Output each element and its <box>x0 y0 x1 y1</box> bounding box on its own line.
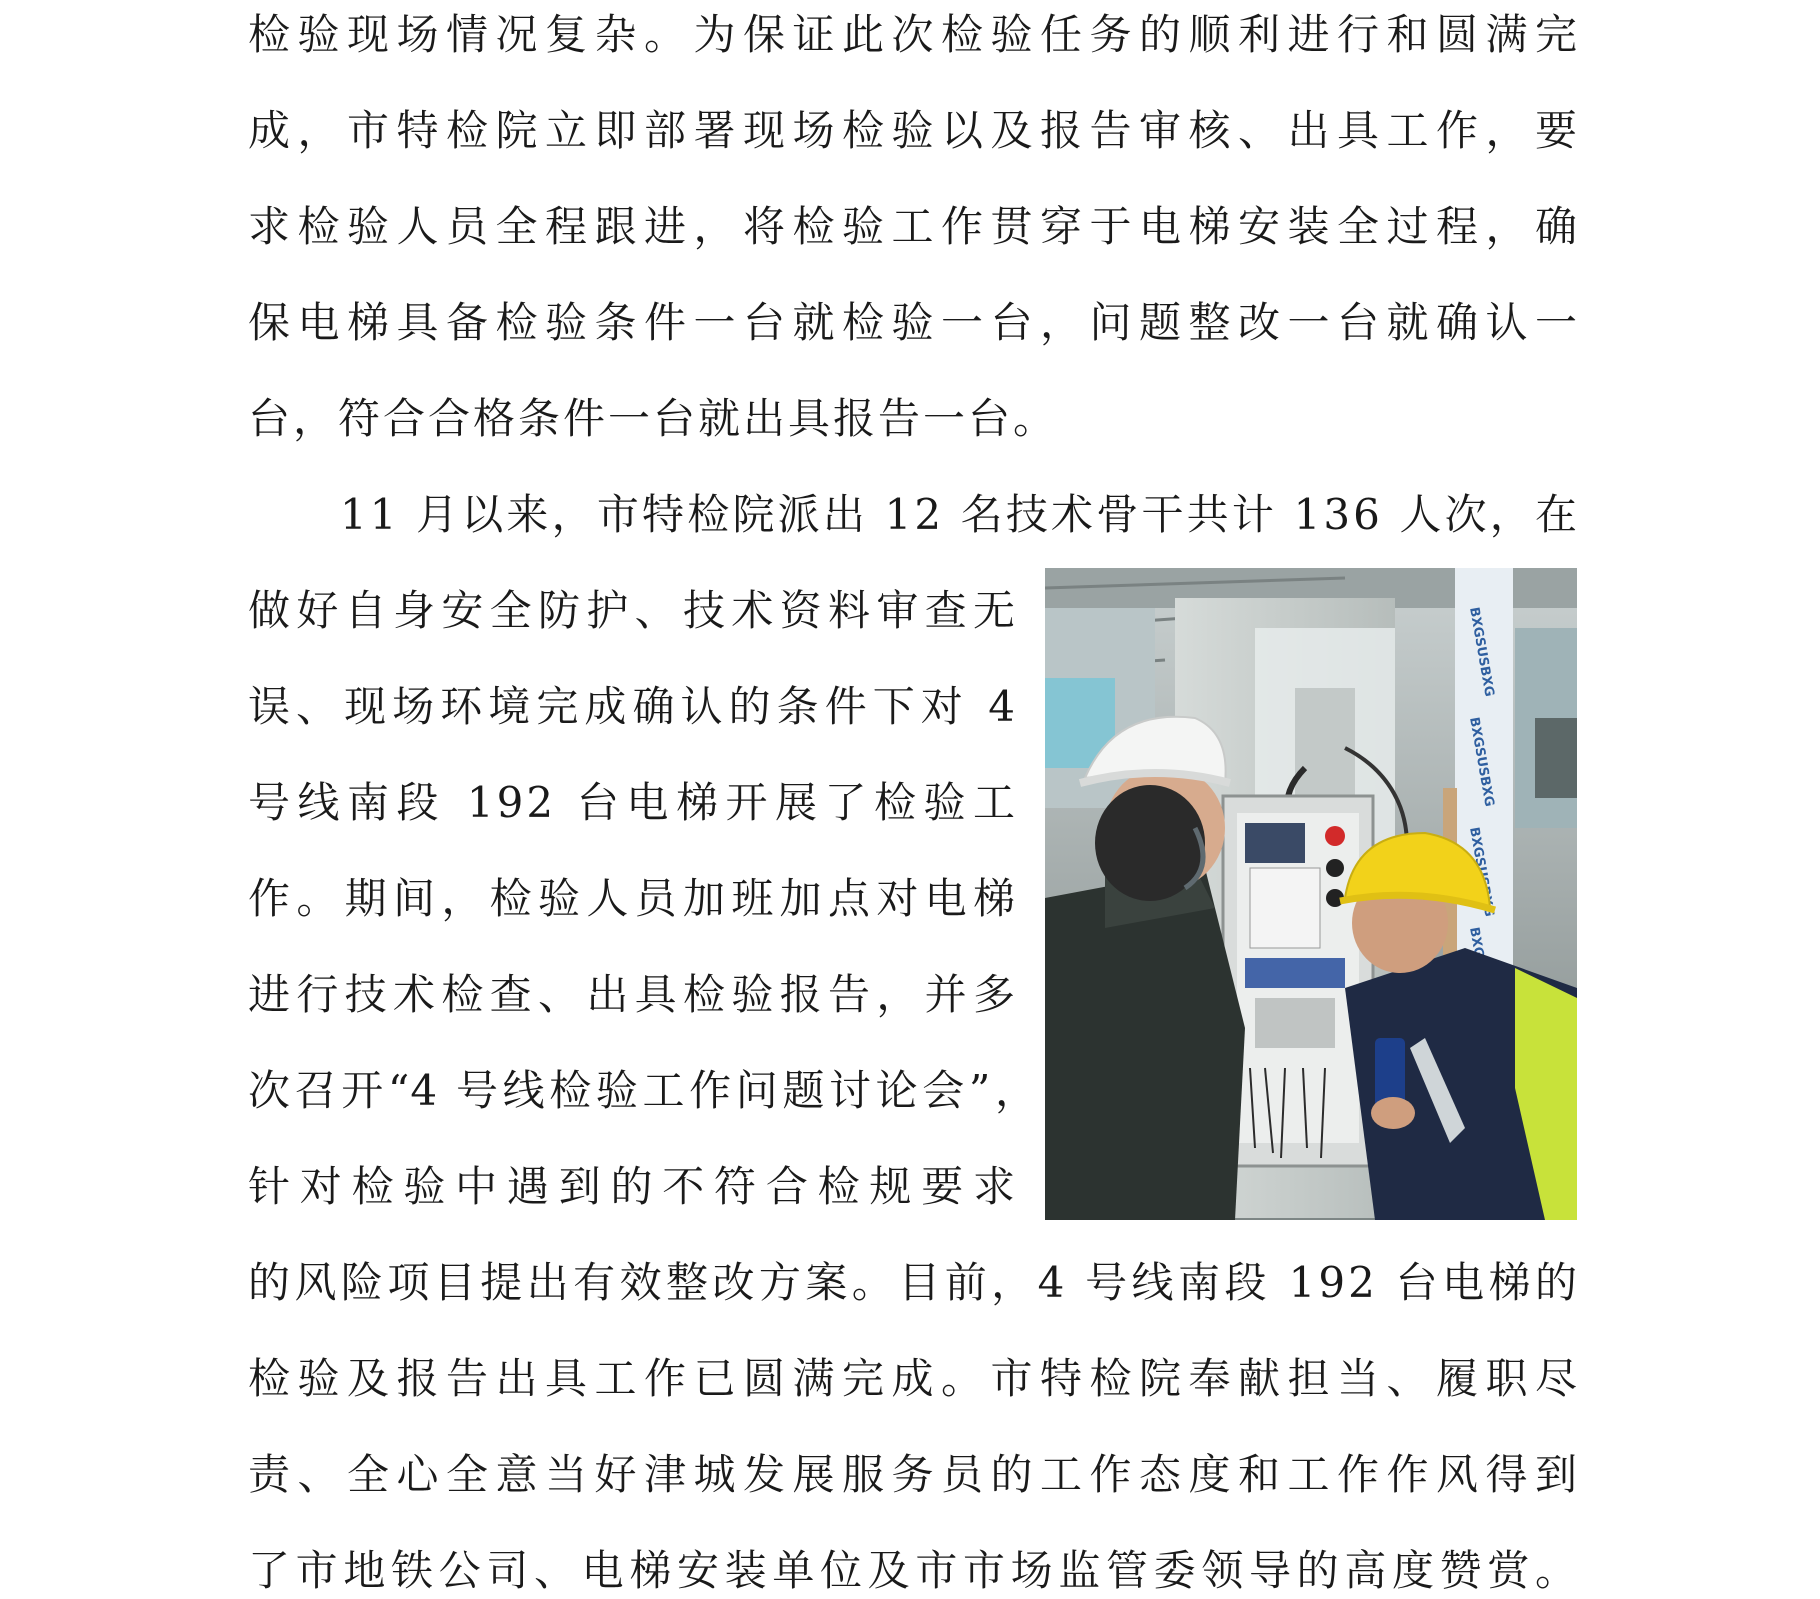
photo-illustration <box>1045 568 1577 1220</box>
text-line: 责、全心全意当好津城发展服务员的工作态度和工作作风得到 <box>248 1450 1580 1499</box>
text-line: 11 月以来，市特检院派出 12 名技术骨干共计 136 人次，在 <box>340 490 1580 539</box>
text-line: 保电梯具备检验条件一台就检验一台，问题整改一台就确认一 <box>248 298 1580 347</box>
text-line: 求检验人员全程跟进，将检验工作贯穿于电梯安装全过程，确 <box>248 202 1580 251</box>
text-line: 检验及报告出具工作已圆满完成。市特检院奉献担当、履职尽 <box>248 1354 1580 1403</box>
wrap-label: BXGSUSBXG <box>1466 716 1497 808</box>
text-line: 进行技术检查、出具检验报告，并多 <box>248 970 1018 1019</box>
text-line: 作。期间，检验人员加班加点对电梯 <box>248 874 1018 923</box>
wrap-label: BXGSUSBXG <box>1466 606 1497 698</box>
text-line: 检验现场情况复杂。为保证此次检验任务的顺利进行和圆满完 <box>248 10 1580 59</box>
text-line: 误、现场环境完成确认的条件下对 4 <box>248 682 1018 731</box>
text-line: 成，市特检院立即部署现场检验以及报告审核、出具工作，要 <box>248 106 1580 155</box>
text-line: 的风险项目提出有效整改方案。目前，4 号线南段 192 台电梯的 <box>248 1258 1580 1307</box>
text-line: 台，符合合格条件一台就出具报告一台。 <box>248 394 1059 443</box>
text-line: 次召开“4 号线检验工作问题讨论会”， <box>248 1066 1038 1115</box>
text-line: 了市地铁公司、电梯安装单位及市市场监管委领导的高度赞赏。 <box>248 1546 1580 1595</box>
text-line: 针对检验中遇到的不符合检规要求 <box>248 1162 1018 1211</box>
inspection-photo <box>1045 568 1577 1220</box>
text-line: 做好自身安全防护、技术资料审查无 <box>248 586 1018 635</box>
text-line: 号线南段 192 台电梯开展了检验工 <box>248 778 1018 827</box>
